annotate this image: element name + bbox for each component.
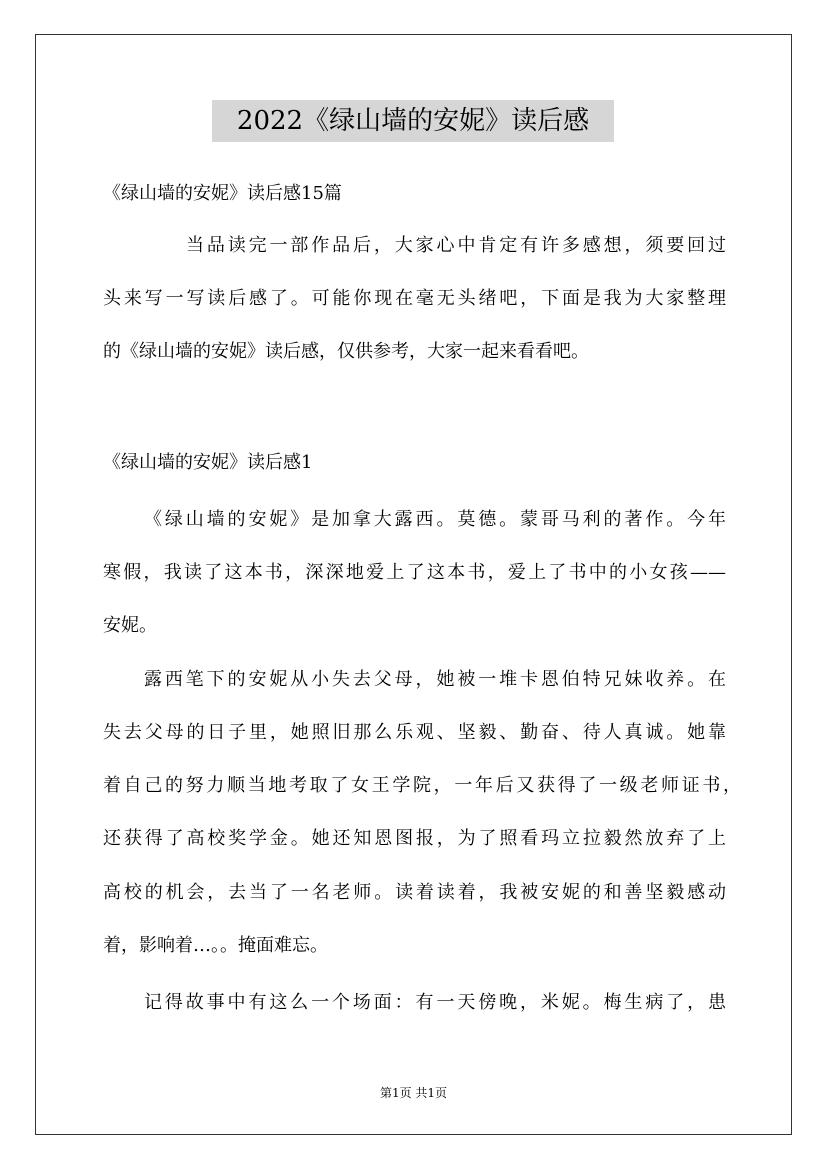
document-title: 2022《绿山墙的安妮》读后感 — [212, 100, 614, 142]
para2-line-6: 着，影响着…。。掩面难忘。 — [103, 935, 328, 956]
para2-line-2: 失去父母的日子里，她照旧那么乐观、坚毅、勤奋、待人真诚。她靠 — [103, 722, 726, 743]
para3-line-1: 记得故事中有这么一个场面：有一天傍晚，米妮。梅生病了，患 — [144, 992, 726, 1013]
para1-line-1: 《绿山墙的安妮》是加拿大露西。莫德。蒙哥马利的著作。今年 — [144, 509, 726, 530]
para2-line-3: 着自己的努力顺当地考取了女王学院，一年后又获得了一级老师证书， — [103, 775, 741, 796]
intro-line-3: 的《绿山墙的安妮》读后感，仅供参考，大家一起来看看吧。 — [103, 341, 589, 362]
para1-line-3: 安妮。 — [103, 615, 157, 636]
page-footer: 第1页 共1页 — [379, 1086, 448, 1100]
para2-line-5: 高校的机会，去当了一名老师。读着读着，我被安妮的和善坚毅感动 — [103, 882, 726, 903]
para2-line-4: 还获得了高校奖学金。她还知恩图报，为了照看玛立拉毅然放弃了上 — [103, 828, 726, 849]
intro-line-2: 头来写一写读后感了。可能你现在毫无头绪吧，下面是我为大家整理 — [103, 288, 726, 309]
para2-line-1: 露西笔下的安妮从小失去父母，她被一堆卡恩伯特兄妹收养。在 — [144, 669, 726, 690]
document-subtitle: 《绿山墙的安妮》读后感15篇 — [103, 183, 342, 204]
section-heading: 《绿山墙的安妮》读后感1 — [103, 452, 313, 473]
para1-line-2: 寒假，我读了这本书，深深地爱上了这本书，爱上了书中的小女孩—— — [103, 562, 726, 583]
intro-line-1: 当品读完一部作品后，大家心中肯定有许多感想，须要回过 — [186, 235, 726, 256]
